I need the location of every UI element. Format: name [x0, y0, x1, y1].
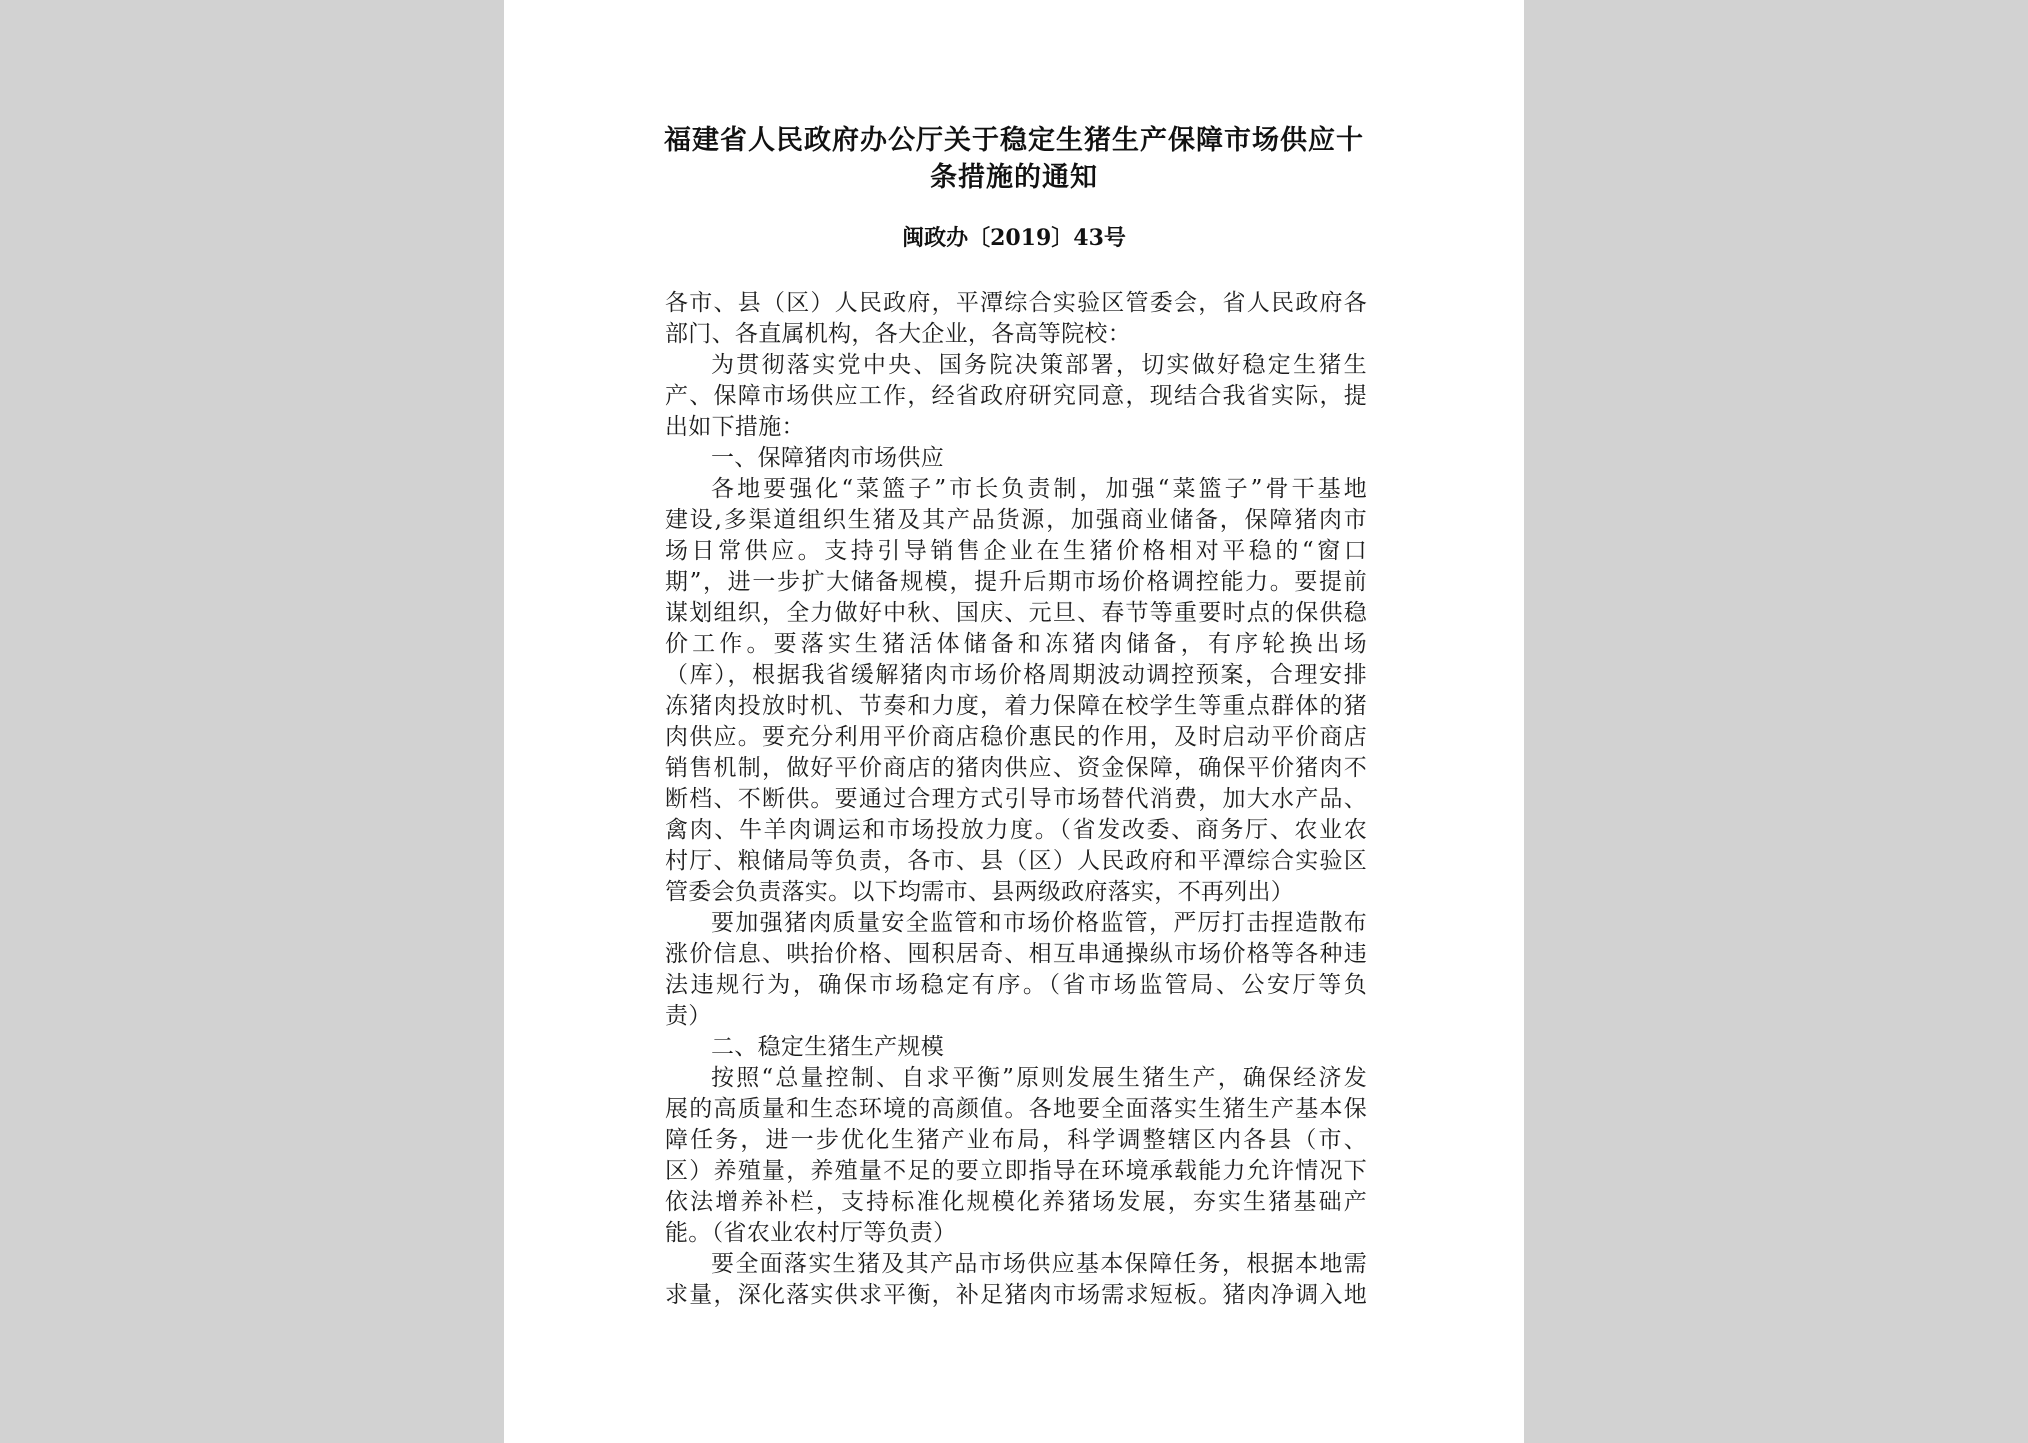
body-line: 要全面落实生猪及其产品市场供应基本保障任务，根据本地需 — [711, 1251, 1367, 1277]
body-line: 求量，深化落实供求平衡，补足猪肉市场需求短板。猪肉净调入地 — [665, 1282, 1367, 1308]
body-line: 冻猪肉投放时机、节奏和力度，着力保障在校学生等重点群体的猪 — [665, 693, 1367, 719]
document-page — [504, 0, 1524, 1443]
body-line: 建设,多渠道组织生猪及其产品货源，加强商业储备，保障猪肉市 — [665, 507, 1367, 533]
body-line: 责） — [665, 1003, 712, 1029]
body-line: 出如下措施： — [665, 414, 805, 440]
body-line: 法违规行为，确保市场稳定有序。（省市场监管局、公安厅等负 — [665, 972, 1367, 998]
body-line: 村厅、粮储局等负责，各市、县（区）人民政府和平潭综合实验区 — [665, 848, 1367, 874]
body-line: 产、保障市场供应工作，经省政府研究同意，现结合我省实际，提 — [665, 383, 1367, 409]
body-line: 涨价信息、哄抬价格、囤积居奇、相互串通操纵市场价格等各种违 — [665, 941, 1367, 967]
body-line: 期”，进一步扩大储备规模，提升后期市场价格调控能力。要提前 — [665, 569, 1367, 595]
body-line: 依法增养补栏，支持标准化规模化养猪场发展，夯实生猪基础产 — [665, 1189, 1367, 1215]
body-line: 禽肉、牛羊肉调运和市场投放力度。（省发改委、商务厅、农业农 — [665, 817, 1367, 843]
section-heading-1: 一、保障猪肉市场供应 — [711, 445, 944, 471]
body-line: 能。（省农业农村厅等负责） — [665, 1220, 957, 1246]
document-title-line-2: 条措施的通知 — [930, 162, 1098, 193]
body-line: 价工作。要落实生猪活体储备和冻猪肉储备，有序轮换出场 — [665, 631, 1367, 657]
body-line: 展的高质量和生态环境的高颜值。各地要全面落实生猪生产基本保 — [665, 1096, 1367, 1122]
addressee-line-2: 部门、各直属机构，各大企业，各高等院校： — [665, 321, 1131, 347]
body-line: 谋划组织，全力做好中秋、国庆、元旦、春节等重要时点的保供稳 — [665, 600, 1367, 626]
section-heading-2: 二、稳定生猪生产规模 — [711, 1034, 944, 1060]
body-line: 障任务，进一步优化生猪产业布局，科学调整辖区内各县（市、 — [665, 1127, 1367, 1153]
document-number: 闽政办〔2019〕43号 — [902, 225, 1126, 251]
body-line: 按照“总量控制、自求平衡”原则发展生猪生产，确保经济发 — [711, 1065, 1367, 1091]
body-line: 断档、不断供。要通过合理方式引导市场替代消费，加大水产品、 — [665, 786, 1367, 812]
body-line: 各地要强化“菜篮子”市长负责制，加强“菜篮子”骨干基地 — [711, 476, 1367, 502]
body-line: 要加强猪肉质量安全监管和市场价格监管，严厉打击捏造散布 — [711, 910, 1367, 936]
body-line: 为贯彻落实党中央、国务院决策部署，切实做好稳定生猪生 — [711, 352, 1367, 378]
body-line: 场日常供应。支持引导销售企业在生猪价格相对平稳的“窗口 — [665, 538, 1367, 564]
addressee-line-1: 各市、县（区）人民政府，平潭综合实验区管委会，省人民政府各 — [665, 290, 1367, 316]
body-line: 肉供应。要充分利用平价商店稳价惠民的作用，及时启动平价商店 — [665, 724, 1367, 750]
body-line: 区）养殖量，养殖量不足的要立即指导在环境承载能力允许情况下 — [665, 1158, 1367, 1184]
body-line: 销售机制，做好平价商店的猪肉供应、资金保障，确保平价猪肉不 — [665, 755, 1367, 781]
body-line: （库），根据我省缓解猪肉市场价格周期波动调控预案，合理安排 — [665, 662, 1367, 688]
body-line: 管委会负责落实。以下均需市、县两级政府落实，不再列出） — [665, 879, 1295, 905]
document-title-line-1: 福建省人民政府办公厅关于稳定生猪生产保障市场供应十 — [664, 125, 1364, 156]
